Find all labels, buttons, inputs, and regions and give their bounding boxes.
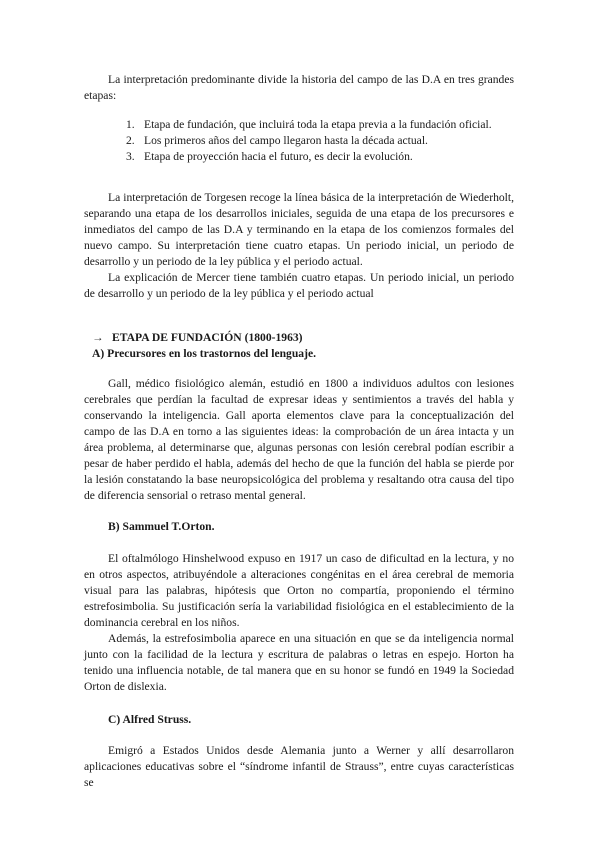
list-item xyxy=(126,149,526,165)
list-item xyxy=(126,133,526,149)
list-item-number: 3. xyxy=(126,150,135,163)
intro-paragraph: La interpretación predominante divide la historia del campo de las D.A en tres grandes etapas: xyxy=(84,73,514,102)
hinshelwood-paragraph: El oftalmólogo Hinshelwood expuso en 1917 un caso de dificultad en la lectura, y no en otros aspectos, atribuyéndole a alteraciones congénitas en el área cerebral de memoria visual para las palabras, hipótesis que Orton no compartía, proponiendo el término estrefosimbolia. Su justificación sería la variabilidad fisiológica en el establecimiento de la dominancia cerebral en los niños. xyxy=(84,552,514,629)
list-item-number: 2. xyxy=(126,134,135,147)
estrefosimbolia-paragraph: Además, la estrefosimbolia aparece en una situación en que se da inteligencia normal junto con la facilidad de la lectura y escritura de palabras o letras en espejo. Horton ha tenido una influencia notable, de tal manera que en su honor se fundó en 1949 la Sociedad Orton de dislexia. xyxy=(84,632,514,693)
torgesen-paragraph: La interpretación de Torgesen recoge la línea básica de la interpretación de Wiederholt, separando una etapa de los desarrollos iniciales, seguida de una etapa de los precursores e inmediatos del campo de las D.A y terminando en la etapa de los comienzos formales del nuevo campo. Su interpretación tiene cuatro etapas. Un periodo inicial, un periodo de desarrollo y un periodo de la ley pública y el periodo actual. xyxy=(84,191,514,268)
section-heading-fundacion xyxy=(92,330,303,346)
section-title: ETAPA DE FUNDACIÓN (1800-1963) xyxy=(112,331,303,344)
list-item-number: 1. xyxy=(126,118,135,131)
list-item-text: Etapa de fundación, que incluirá toda la etapa previa a la fundación oficial. xyxy=(144,118,492,131)
subsection-heading-precursores: A) Precursores en los trastornos del lenguaje. xyxy=(92,347,317,360)
list-item-text: Los primeros años del campo llegaron hasta la década actual. xyxy=(144,134,428,147)
arrow-right-icon: → xyxy=(92,331,104,344)
list-item xyxy=(126,117,526,133)
subsection-heading-struss: C) Alfred Struss. xyxy=(108,713,192,726)
list-item-text: Etapa de proyección hacia el futuro, es decir la evolución. xyxy=(144,150,413,163)
gall-paragraph: Gall, médico fisiológico alemán, estudió en 1800 a individuos adultos con lesiones cerebrales que perdían la facultad de expresar ideas y sentimientos a través del habla y conservando la inteligencia. Gall aporta elementos clave para la conceptualización del campo de las D.A en torno a las siguientes ideas: la comprobación de un área intacta y un área problema, al determinarse que, algunas personas con lesión cerebral podían escribir a pesar de haber perdido el habla, además del hecho de que la función del habla se pierde por la lesión constatando la base neuropsicológica del problema y resaltando otra causa del tipo de diferencia sensorial o retraso mental general. xyxy=(84,377,514,502)
mercer-paragraph: La explicación de Mercer tiene también cuatro etapas. Un periodo inicial, un periodo de desarrollo y un periodo de la ley pública y el periodo actual xyxy=(84,271,514,300)
strauss-paragraph: Emigró a Estados Unidos desde Alemania junto a Werner y allí desarrollaron aplicaciones educativas sobre el “síndrome infantil de Strauss”, entre cuyas características se xyxy=(84,744,514,789)
subsection-heading-orton: B) Sammuel T.Orton. xyxy=(108,520,215,533)
stages-list xyxy=(126,117,526,165)
